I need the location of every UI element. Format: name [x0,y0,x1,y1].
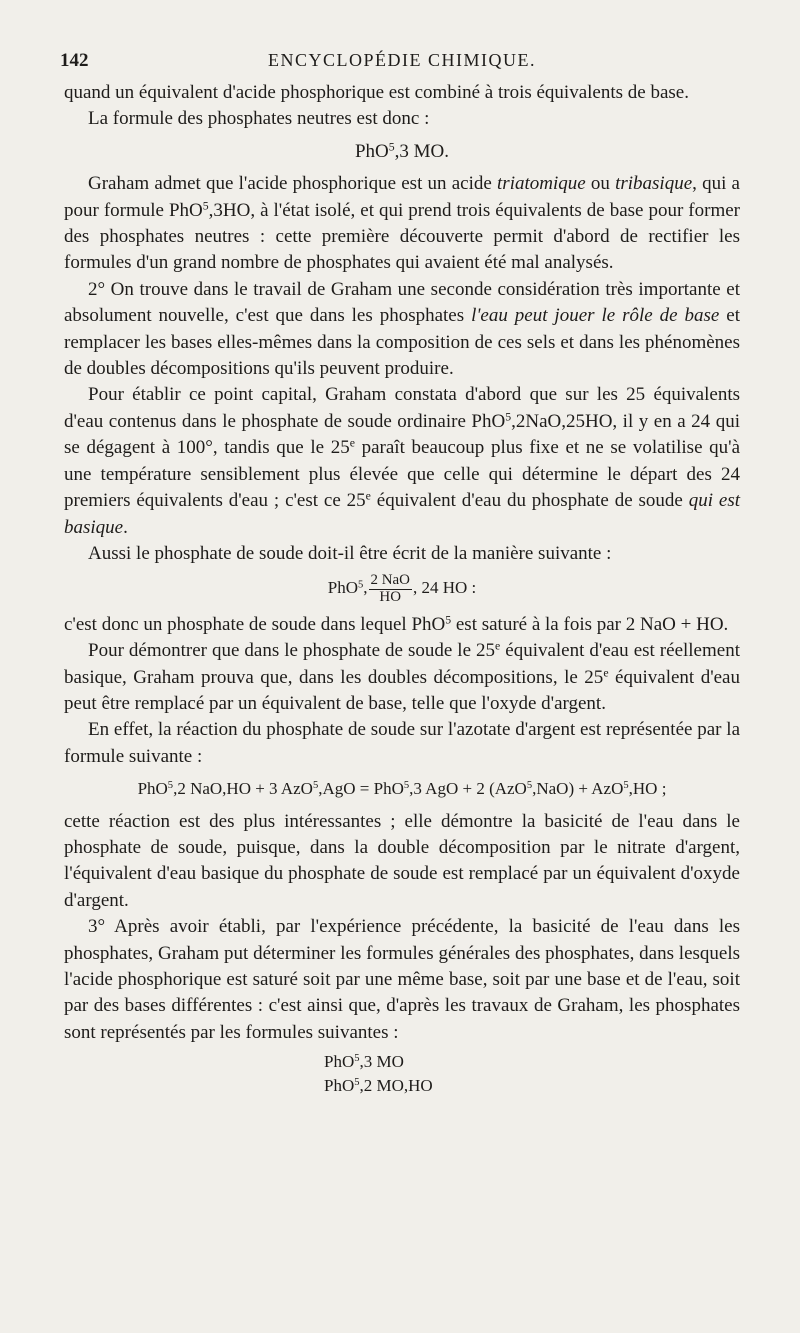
page [60,50,741,1098]
paragraph-2: La formule des phosphates neutres est donc : [88,108,430,130]
paragraph-4: 2° On trouve dans le travail de Graham une seconde considération très importante et absolument nouvelle, c'est que dans les phosphates l'eau peut jouer le rôle de base et remplacer les bases elles-mêmes dans la composition de ces sels et dans les phénomènes de doubles décompositions qu'ils peuvent produire. [64,278,741,380]
formula-neutral-phosphates: PhO$^5$,3 MO. [354,140,450,162]
formula-list [64,1050,740,1098]
formula-list-item: PhO$^5$,3 MO [324,1052,404,1072]
formula-reaction: PhO$^5$,2 NaO,HO + 3 AzO$^5$,AgO = PhO$^5$,3 AgO + 2 (AzO$^5$,NaO) + AzO$^5$,HO ; [137,779,667,799]
formula-list-item: PhO$^5$,2 MO,HO [324,1076,433,1096]
paragraph-3: Graham admet que l'acide phosphorique est un acide triatomique ou tribasique, qui a pour formule PhO$^5$,3HO, à l'état isolé, et qui prend trois équivalents de base pour former des phosphates neutres : cette première découverte permit d'abord de rectifier les formules d'un grand nombre de phosphates qui avaient été mal analysés. [64,173,740,274]
paragraph-8: Pour démontrer que dans le phosphate de soude le 25e équivalent d'eau est réellement basique, Graham prouva que, dans les doubles décompositions, le 25e équivalent d'eau peut être remplacé par un équivalent de base, telle que l'oxyde d'argent. [64,639,740,714]
paragraph-11: 3° Après avoir établi, par l'expérience précédente, la basicité de l'eau dans les phosphates, Graham put déterminer les formules générales des phosphates, dans lesquels l'acide phosphorique est saturé soit par une même base, soit par une base et de l'eau, soit par des bases différentes : c'est ainsi que, d'après les travaux de Graham, les phosphates sont représentés par les formules suivantes : [64,916,740,1043]
fraction: $\frac{\text{2 NaO}}{HO}$ [370,572,410,605]
paragraph-5: Pour établir ce point capital, Graham constata d'abord que sur les 25 équivalents d'eau contenus dans le phosphate de soude ordinaire PhO$^5$,2NaO,25HO, il y en a 24 qui se dégagent à 100°, tandis que le 25e paraît beaucoup plus fixe et ne se volatilise qu'à une température sensiblement plus élevée que celle qui détermine le départ des 24 premiers équivalents d'eau ; c'est ce 25e équivalent d'eau du phosphate de soude qui est basique. [64,384,741,538]
paragraph-7: c'est donc un phosphate de soude dans lequel PhO$^5$ est saturé à la fois par 2 NaO + HO. [64,613,729,635]
page-header [60,50,740,80]
paragraph-1: quand un équivalent d'acide phosphorique est combiné à trois équivalents de base. [64,82,689,103]
running-title: ENCYCLOPÉDIE CHIMIQUE. [268,50,536,70]
page-number: 142 [60,50,89,71]
paragraph-6: Aussi le phosphate de soude doit-il être écrit de la manière suivante : [88,542,612,564]
paragraph-10: cette réaction est des plus intéressantes ; elle démontre la basicité de l'eau dans le phosphate de soude, puisque, dans la double décomposition par le nitrate d'argent, l'équivalent d'eau basique du phosphate de soude est remplacé par un équivalent d'oxyde d'argent. [64,810,740,911]
paragraph-9: En effet, la réaction du phosphate de soude sur l'azotate d'argent est représentée par la formule suivante : [64,719,740,767]
formula-sodium-phosphate: PhO$^5$, $\frac{\text{2 NaO}}{HO}$ , 24 HO : [327,572,477,605]
body-text [64,80,740,1098]
